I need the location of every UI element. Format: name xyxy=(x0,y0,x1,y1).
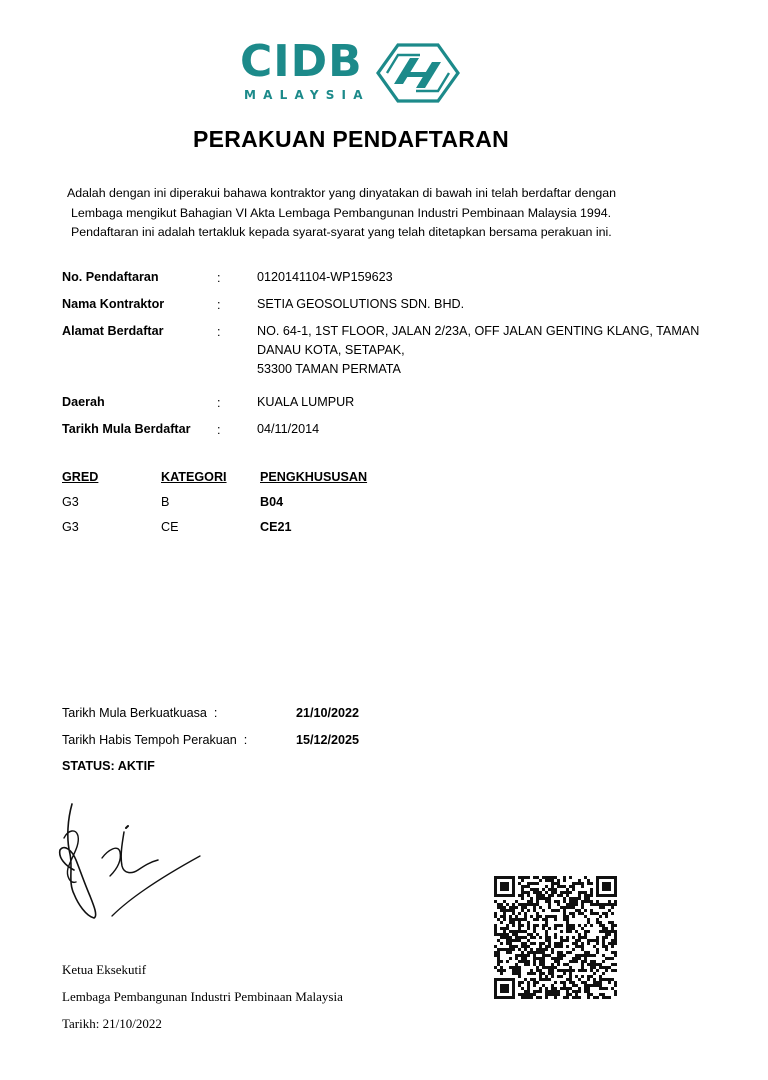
district-value: KUALA LUMPUR xyxy=(257,395,355,409)
expiry-date-label xyxy=(62,733,247,747)
start-date-value: 04/11/2014 xyxy=(257,422,320,436)
expiry-date-label-text: Tarikh Habis Tempoh Perakuan xyxy=(62,733,237,747)
table-cell-grade: G3 xyxy=(62,520,79,534)
intro-line-2: Lembaga mengikut Bahagian VI Akta Lembaga Pembangunan Industri Pembinaan Malaysia 1994. xyxy=(71,206,612,220)
intro-line-3: Pendaftaran ini adalah tertakluk kepada syarat-syarat yang telah ditetapkan bersama perakuan ini. xyxy=(71,225,612,239)
table-cell-category: B xyxy=(161,495,170,509)
expiry-date-value: 15/12/2025 xyxy=(296,733,360,747)
qr-code-icon xyxy=(494,876,617,999)
intro-line-1: Adalah dengan ini diperakui bahawa kontraktor yang dinyatakan di bawah ini telah berdaftar dengan xyxy=(67,186,617,200)
registration-no-separator: : xyxy=(217,271,221,285)
signatory-organisation: Lembaga Pembangunan Industri Pembinaan Malaysia xyxy=(62,989,343,1004)
table-cell-specialisation: CE21 xyxy=(260,520,292,534)
start-date-label: Tarikh Mula Berdaftar xyxy=(62,422,191,436)
logo-brand-text: CIDB xyxy=(240,36,363,87)
address-line-3: 53300 TAMAN PERMATA xyxy=(257,362,401,376)
address-label: Alamat Berdaftar xyxy=(62,324,164,338)
table-cell-category: CE xyxy=(161,520,179,534)
contractor-name-value: SETIA GEOSOLUTIONS SDN. BHD. xyxy=(257,297,465,311)
contractor-name-separator: : xyxy=(217,298,221,312)
status-text: STATUS: AKTIF xyxy=(62,759,155,773)
address-line-1: NO. 64-1, 1ST FLOOR, JALAN 2/23A, OFF JALAN GENTING KLANG, TAMAN xyxy=(257,324,700,338)
signatory-date: Tarikh: 21/10/2022 xyxy=(62,1016,162,1031)
table-header-specialisation: PENGKHUSUSAN xyxy=(260,470,368,484)
table-header-grade: GRED xyxy=(62,470,99,484)
effective-date-value: 21/10/2022 xyxy=(296,706,360,720)
start-date-separator: : xyxy=(217,423,221,437)
district-label: Daerah xyxy=(62,395,105,409)
registration-no-value: 0120141104-WP159623 xyxy=(257,270,393,284)
table-cell-specialisation: B04 xyxy=(260,495,284,509)
logo-country-text: MALAYSIA xyxy=(244,88,370,102)
contractor-name-label: Nama Kontraktor xyxy=(62,297,165,311)
signatory-role: Ketua Eksekutif xyxy=(62,962,147,977)
signature-image xyxy=(50,798,210,928)
address-line-2: DANAU KOTA, SETAPAK, xyxy=(257,343,405,357)
effective-date-label xyxy=(62,706,217,720)
table-cell-grade: G3 xyxy=(62,495,79,509)
table-header-category: KATEGORI xyxy=(161,470,227,484)
address-value xyxy=(257,322,699,379)
cidb-logo xyxy=(240,36,462,106)
expiry-date-separator: : xyxy=(243,733,248,747)
district-separator: : xyxy=(217,396,221,410)
address-separator: : xyxy=(217,325,221,339)
effective-date-separator: : xyxy=(213,706,218,720)
cidb-emblem-icon xyxy=(376,42,460,104)
effective-date-label-text: Tarikh Mula Berkuatkuasa xyxy=(62,706,207,720)
registration-no-label: No. Pendaftaran xyxy=(62,270,159,284)
certificate-title: PERAKUAN PENDAFTARAN xyxy=(192,126,510,152)
